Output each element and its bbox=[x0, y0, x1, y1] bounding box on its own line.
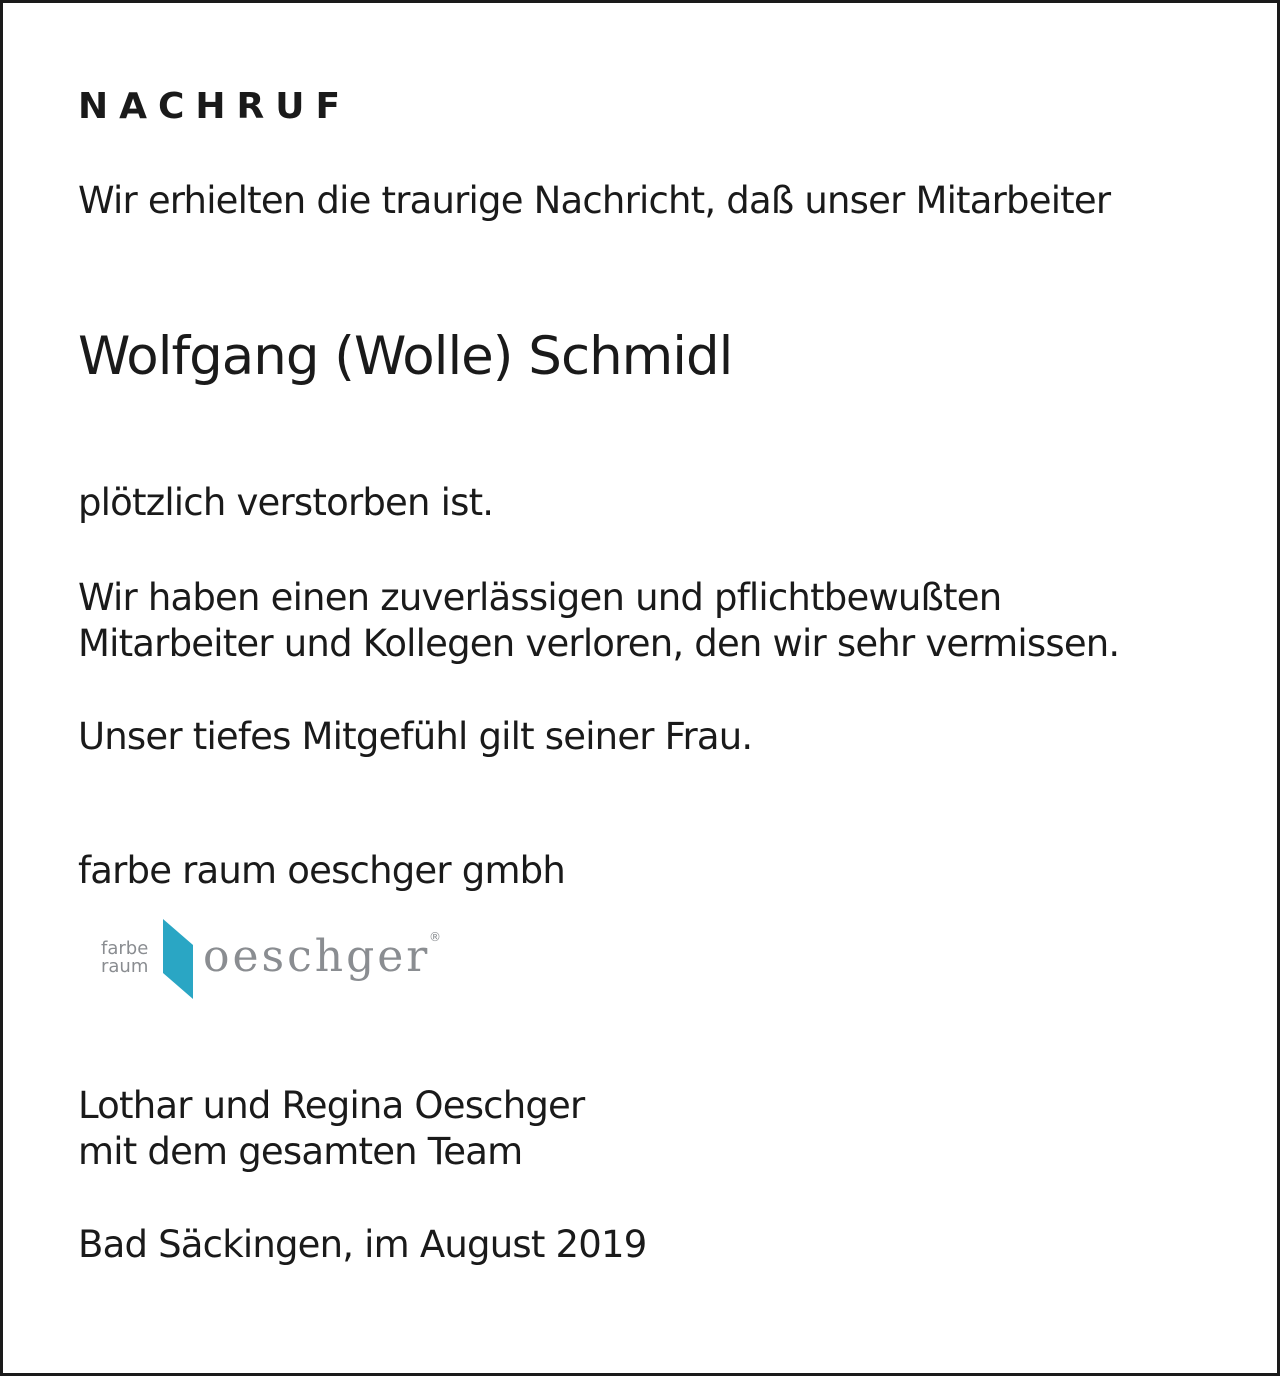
logo-registered-mark: ® bbox=[429, 930, 441, 944]
deceased-name: Wolfgang (Wolle) Schmidl bbox=[78, 326, 733, 387]
tribute-paragraph bbox=[78, 575, 1119, 667]
passing-text: plötzlich verstorben ist. bbox=[78, 481, 494, 524]
condolence-text: Unser tiefes Mitgefühl gilt seiner Frau. bbox=[78, 715, 753, 758]
place-and-date: Bad Säckingen, im August 2019 bbox=[78, 1223, 647, 1266]
company-name: farbe raum oeschger gmbh bbox=[78, 849, 566, 892]
company-logo bbox=[91, 907, 471, 1007]
signatory-line-2: mit dem gesamten Team bbox=[78, 1130, 523, 1173]
signatories bbox=[78, 1083, 584, 1175]
tribute-line-1: Wir haben einen zuverlässigen und pflichtbewußten bbox=[78, 576, 1002, 619]
notice-heading: NACHRUF bbox=[78, 86, 352, 127]
logo-small-text-farbe: farbe bbox=[101, 938, 149, 959]
logo-small-text-raum: raum bbox=[101, 956, 149, 977]
tribute-line-2: Mitarbeiter und Kollegen verloren, den wir sehr vermissen. bbox=[78, 622, 1120, 665]
signatory-line-1: Lothar und Regina Oeschger bbox=[78, 1084, 585, 1127]
intro-text: Wir erhielten die traurige Nachricht, daß unser Mitarbeiter bbox=[78, 179, 1111, 222]
logo-wordmark: oeschger bbox=[203, 931, 431, 982]
